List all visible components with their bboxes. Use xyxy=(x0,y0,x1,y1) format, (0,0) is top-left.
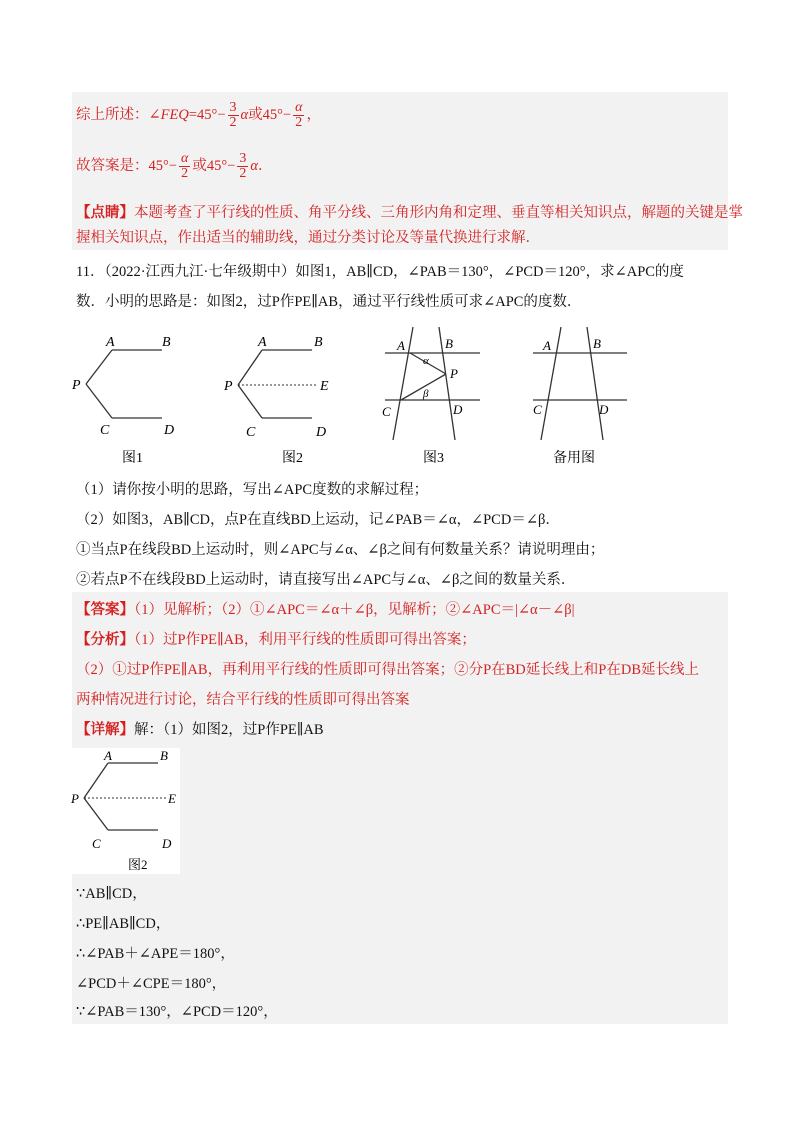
label-A: A xyxy=(397,338,405,353)
summary-line-2: 故答案是：45°− $\frac{\alpha}{2}$ 或45°− $\frac{3}{2}$ α． xyxy=(76,151,273,181)
summary-line-1: 综上所述：∠FEQ=45°− $\frac{3}{2}$ α或45°− $\frac{\alpha}{2}$ ， xyxy=(76,100,321,130)
label-P: P xyxy=(450,366,458,381)
step-1: ∴PE∥AB∥CD， xyxy=(76,916,171,932)
analysis-line-1: 【分析】（1）过P作PE∥AB，利用平行线的性质即可得出答案； xyxy=(76,632,476,648)
label-A: A xyxy=(543,338,551,353)
subquestion-2b: ②若点P不在线段BD上运动时，请直接写出∠APC与∠α、∠β之间的数量关系． xyxy=(76,572,576,588)
analysis-tag: 【分析】 xyxy=(76,632,134,648)
figure-2-caption: 图2 xyxy=(282,451,303,466)
figure-2-repeat-svg xyxy=(68,748,180,874)
label-D: D xyxy=(164,423,175,438)
label-B: B xyxy=(160,748,168,763)
detail-tag: 【详解】 xyxy=(76,722,134,738)
subquestion-2a: ①当点P在线段BD上运动时，则∠APC与∠α、∠β之间有何数量关系？请说明理由； xyxy=(76,542,605,558)
remark-tag: 【点睛】 xyxy=(76,205,134,221)
label-C: C xyxy=(246,425,256,440)
label-A: A xyxy=(258,335,267,350)
figure-3-svg xyxy=(375,322,490,470)
label-C: C xyxy=(100,423,110,438)
subquestion-2: （2）如图3，AB∥CD，点P在直线BD上运动，记∠PAB＝∠α，∠PCD＝∠β． xyxy=(76,512,560,528)
figure-3 xyxy=(375,322,490,470)
question-line-2: 数．小明的思路是：如图2，过P作PE∥AB，通过平行线性质可求∠APC的度数． xyxy=(76,294,582,310)
label-D: D xyxy=(599,402,609,417)
step-2: ∴∠PAB＋∠APE＝180°， xyxy=(76,946,235,962)
question-line-1: 11．（2022·江西九江·七年级期中）如图1，AB∥CD，∠PAB＝130°，∠PCD＝120°，求∠APC的度 xyxy=(76,264,684,280)
label-D: D xyxy=(162,836,172,851)
detail-line-1: 【详解】解：（1）如图2，过P作PE∥AB xyxy=(76,722,324,738)
label-C: C xyxy=(92,836,101,851)
subquestion-1: （1）请你按小明的思路，写出∠APC度数的求解过程； xyxy=(76,482,429,498)
figure-4-svg xyxy=(525,322,635,470)
label-C: C xyxy=(533,402,542,417)
analysis-line-2: （2）①过P作PE∥AB，再利用平行线的性质即可得出答案；②分P在BD延长线上和P在DB延长线上 xyxy=(76,662,699,678)
label-B: B xyxy=(593,336,601,351)
label-A: A xyxy=(104,748,112,763)
answer-tag: 【答案】 xyxy=(76,602,134,618)
figure-1-caption: 图1 xyxy=(122,451,143,466)
figure-2-repeat xyxy=(68,748,180,874)
figure-2 xyxy=(220,330,340,470)
step-3: ∠PCD＋∠CPE＝180°， xyxy=(76,976,227,992)
label-B: B xyxy=(445,336,453,351)
label-C: C xyxy=(382,404,391,419)
label-P: P xyxy=(224,379,233,394)
analysis-line-3: 两种情况进行讨论，结合平行线的性质即可得出答案 xyxy=(76,692,410,708)
answer-line: 【答案】（1）见解析；（2）①∠APC＝∠α＋∠β，见解析；②∠APC＝|∠α－∠β| xyxy=(76,602,575,618)
figure-4-caption: 备用图 xyxy=(553,451,595,466)
label-P: P xyxy=(71,791,79,806)
label-alpha: α xyxy=(423,355,429,367)
label-A: A xyxy=(106,335,115,350)
step-0: ∵AB∥CD， xyxy=(76,886,147,902)
label-E: E xyxy=(168,791,176,806)
step-4: ∵∠PAB＝130°，∠PCD＝120°， xyxy=(76,1004,278,1020)
label-B: B xyxy=(162,335,171,350)
label-D: D xyxy=(316,425,327,440)
figure-1-svg xyxy=(70,330,185,470)
label-beta: β xyxy=(423,388,429,400)
label-D: D xyxy=(453,402,463,417)
label-B: B xyxy=(314,335,323,350)
figure-2-repeat-caption: 图2 xyxy=(128,857,148,872)
figure-2-svg xyxy=(220,330,340,470)
label-P: P xyxy=(72,378,81,393)
remark-line-2: 握相关知识点，作出适当的辅助线，通过分类讨论及等量代换进行求解． xyxy=(76,230,540,246)
figure-4 xyxy=(525,322,635,470)
label-E: E xyxy=(320,379,329,394)
remark-line-1: 【点睛】本题考查了平行线的性质、角平分线、三角形内角和定理、垂直等相关知识点，解题的关键是掌 xyxy=(76,205,743,221)
figure-3-caption: 图3 xyxy=(423,451,444,466)
figure-1 xyxy=(70,330,185,470)
